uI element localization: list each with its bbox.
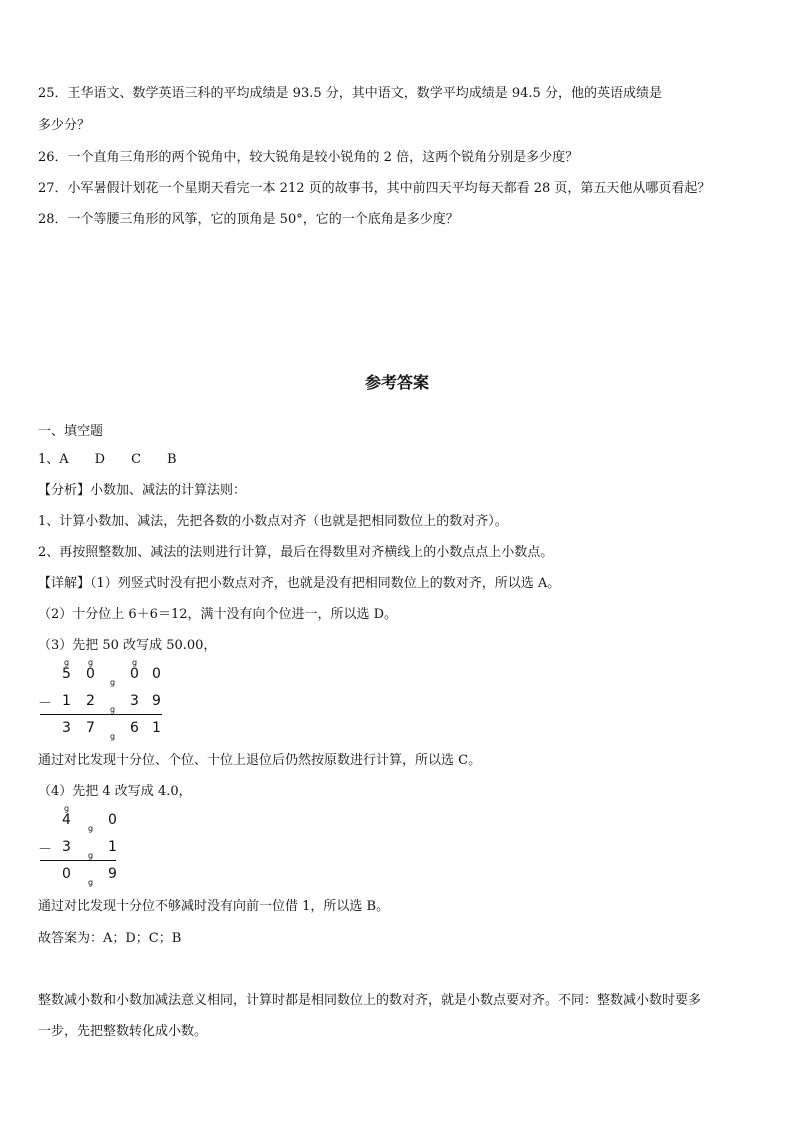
decimal-mark: g <box>88 824 94 833</box>
calc-1-rule <box>40 714 162 715</box>
digit: 1 <box>62 693 71 709</box>
analysis-text: 【分析】小数加、减法的计算法则： <box>38 483 247 498</box>
digit: 5 <box>62 666 71 682</box>
detail-3b: 通过对比发现十分位、个位、十位上退位后仍然按原数进行计算，所以选 C。 <box>38 753 482 768</box>
digit: 0 <box>86 666 95 682</box>
detail-4: （4）先把 4 改写成 4.0， <box>38 784 192 799</box>
rule-1: 1、计算小数加、减法，先把各数的小数点对齐（也就是把相同数位上的数对齐）。 <box>38 514 508 529</box>
digit: 3 <box>62 839 71 855</box>
minus-sign: － <box>38 696 52 712</box>
digit: 1 <box>108 839 117 855</box>
decimal-mark: g <box>110 732 116 741</box>
answer-title: 参考答案 <box>364 373 429 392</box>
detail-2: （2）十分位上 6＋6＝12，满十没有向个位进一，所以选 D。 <box>38 607 398 622</box>
detail-4b: 通过对比发现十分位不够减时没有向前一位借 1，所以选 B。 <box>38 899 390 914</box>
digit: 9 <box>108 866 117 882</box>
detail-3: （3）先把 50 改写成 50.00， <box>38 638 217 653</box>
decimal-mark: g <box>88 878 94 887</box>
vertical-calc-2 <box>38 804 128 888</box>
section-heading: 一、填空题 <box>38 424 104 439</box>
vertical-calc-1 <box>38 658 168 742</box>
question-26: 26．一个直角三角形的两个锐角中，较大锐角是较小锐角的 2 倍，这两个锐角分别是多少度？ <box>38 150 579 165</box>
rule-2: 2、再按照整数加、减法的法则进行计算，最后在得数里对齐横线上的小数点点上小数点。 <box>38 545 554 560</box>
digit: 9 <box>152 693 161 709</box>
digit: 7 <box>86 720 95 736</box>
question-25-line2: 多少分？ <box>38 118 91 133</box>
calc-2-rule <box>40 860 116 861</box>
digit: 0 <box>62 866 71 882</box>
digit: 4 <box>62 812 71 828</box>
answer-item-1: 1、A D C B <box>38 452 177 467</box>
digit: 3 <box>130 693 139 709</box>
digit: 6 <box>130 720 139 736</box>
note-line-2: 一步，先把整数转化成小数。 <box>38 1024 208 1039</box>
decimal-mark: g <box>88 851 94 860</box>
question-27: 27．小军暑假计划花一个星期天看完一本 212 页的故事书，其中前四天平均每天都看 28 页，第五天他从哪页看起？ <box>38 181 711 196</box>
decimal-mark: g <box>110 705 116 714</box>
digit: 1 <box>152 720 161 736</box>
digit: 2 <box>86 693 95 709</box>
decimal-mark: g <box>110 678 116 687</box>
digit: 3 <box>62 720 71 736</box>
question-25-line1: 25．王华语文、数学英语三科的平均成绩是 93.5 分，其中语文，数学平均成绩是 94.5 分，他的英语成绩是 <box>38 86 662 101</box>
borrow-mark: g <box>64 658 70 667</box>
borrow-mark: g <box>64 804 70 813</box>
digit: 0 <box>130 666 139 682</box>
conclusion: 故答案为：A；D；C；B <box>38 931 182 946</box>
minus-sign: － <box>38 842 52 858</box>
question-28: 28．一个等腰三角形的风筝，它的顶角是 50°，它的一个底角是多少度？ <box>38 212 459 227</box>
detail-1: 【详解】（1）列竖式时没有把小数点对齐，也就是没有把相同数位上的数对齐，所以选 A。 <box>38 576 561 591</box>
digit: 0 <box>108 812 117 828</box>
digit: 0 <box>152 666 161 682</box>
note-line-1: 整数减小数和小数加减法意义相同，计算时都是相同数位上的数对齐，就是小数点要对齐。不同：整数减小数时要多 <box>38 993 702 1008</box>
borrow-mark: g <box>88 658 94 667</box>
borrow-mark: g <box>132 658 138 667</box>
